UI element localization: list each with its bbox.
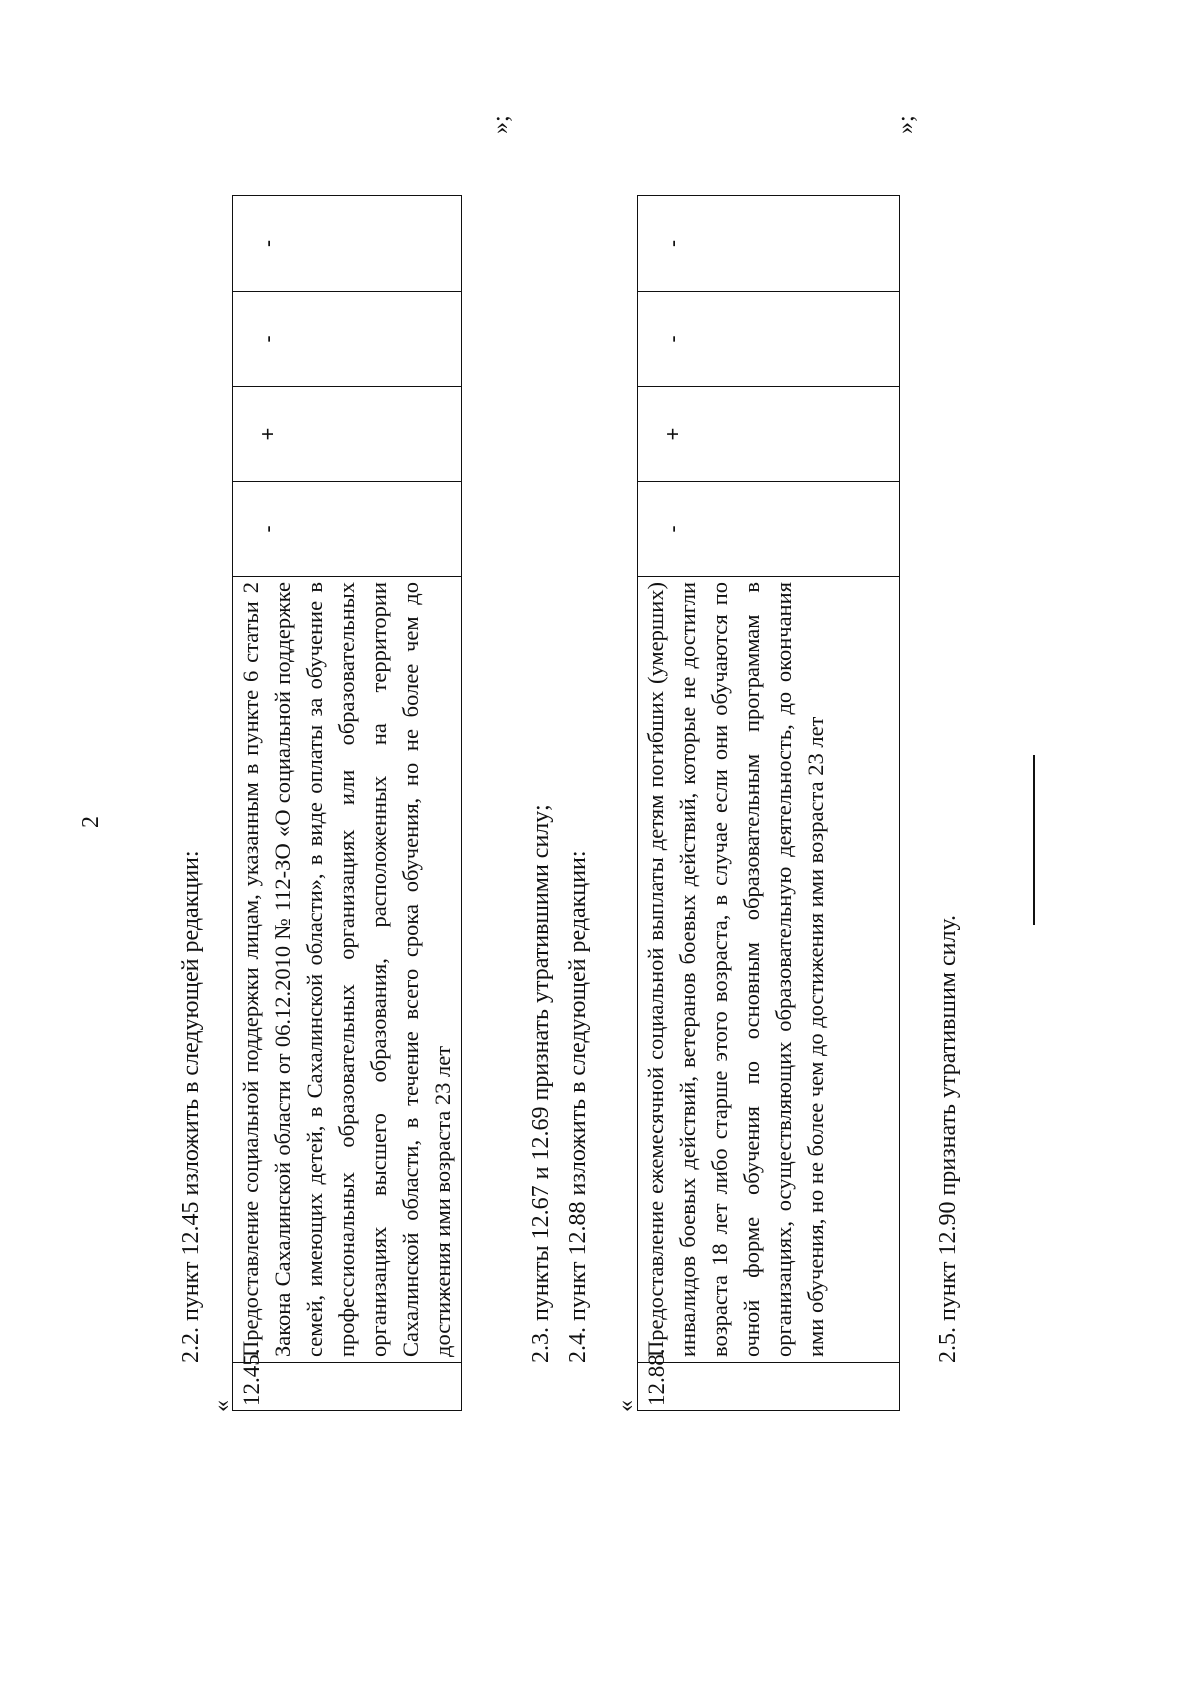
- page-number: 2: [78, 816, 104, 828]
- table-row: [233, 196, 462, 1411]
- table-row: [638, 196, 900, 1411]
- row-mark-2: +: [233, 387, 462, 482]
- row-mark-3: -: [233, 292, 462, 387]
- amendment-table-12-45: [232, 195, 462, 1411]
- paragraph-2-3: 2.3. пункты 12.67 и 12.69 признать утратившими силу;: [528, 804, 554, 1363]
- row-mark-4: -: [638, 196, 900, 292]
- end-separator-line: [1033, 755, 1035, 925]
- row-mark-2: +: [638, 387, 900, 482]
- close-quote-1: »;: [488, 115, 514, 134]
- paragraph-2-4: 2.4. пункт 12.88 изложить в следующей редакции:: [565, 850, 591, 1363]
- row-mark-1: -: [233, 482, 462, 577]
- open-quote-2: «: [613, 1400, 639, 1412]
- row-description: Предоставление ежемесячной социальной выплаты детям погибших (умерших) инвалидов боевых действий, ветеранов боевых действий, которые не достигли возраста 18 лет либо старше этого возраста, в случае если они обучаются по очной форме обучения по основным образовательным программам в организациях, осуществляющих образовательную деятельность, до окончания ими обучения, но не более чем до достижения ими возраста 23 лет: [638, 577, 900, 1363]
- row-mark-4: -: [233, 196, 462, 292]
- row-description: Предоставление социальной поддержки лицам, указанным в пункте 6 статьи 2 Закона Сахалинской области от 06.12.2010 № 112-ЗО «О социальной поддержке семей, имеющих детей, в Сахалинской области», в виде оплаты за обучение в профессиональных образовательных организациях или образовательных организациях высшего образования, расположенных на территории Сахалинской области, в течение всего срока обучения, но не более чем до достижения ими возраста 23 лет: [233, 577, 462, 1363]
- close-quote-2: »;: [893, 115, 919, 134]
- paragraph-2-5: 2.5. пункт 12.90 признать утратившим силу.: [935, 914, 961, 1363]
- paragraph-2-2: 2.2. пункт 12.45 изложить в следующей редакции:: [178, 850, 204, 1363]
- row-mark-3: -: [638, 292, 900, 387]
- row-number: 12.88.: [638, 1363, 900, 1411]
- row-number: 12.45.: [233, 1363, 462, 1411]
- amendment-table-12-88: [637, 195, 900, 1411]
- row-mark-1: -: [638, 482, 900, 577]
- open-quote-1: «: [209, 1400, 235, 1412]
